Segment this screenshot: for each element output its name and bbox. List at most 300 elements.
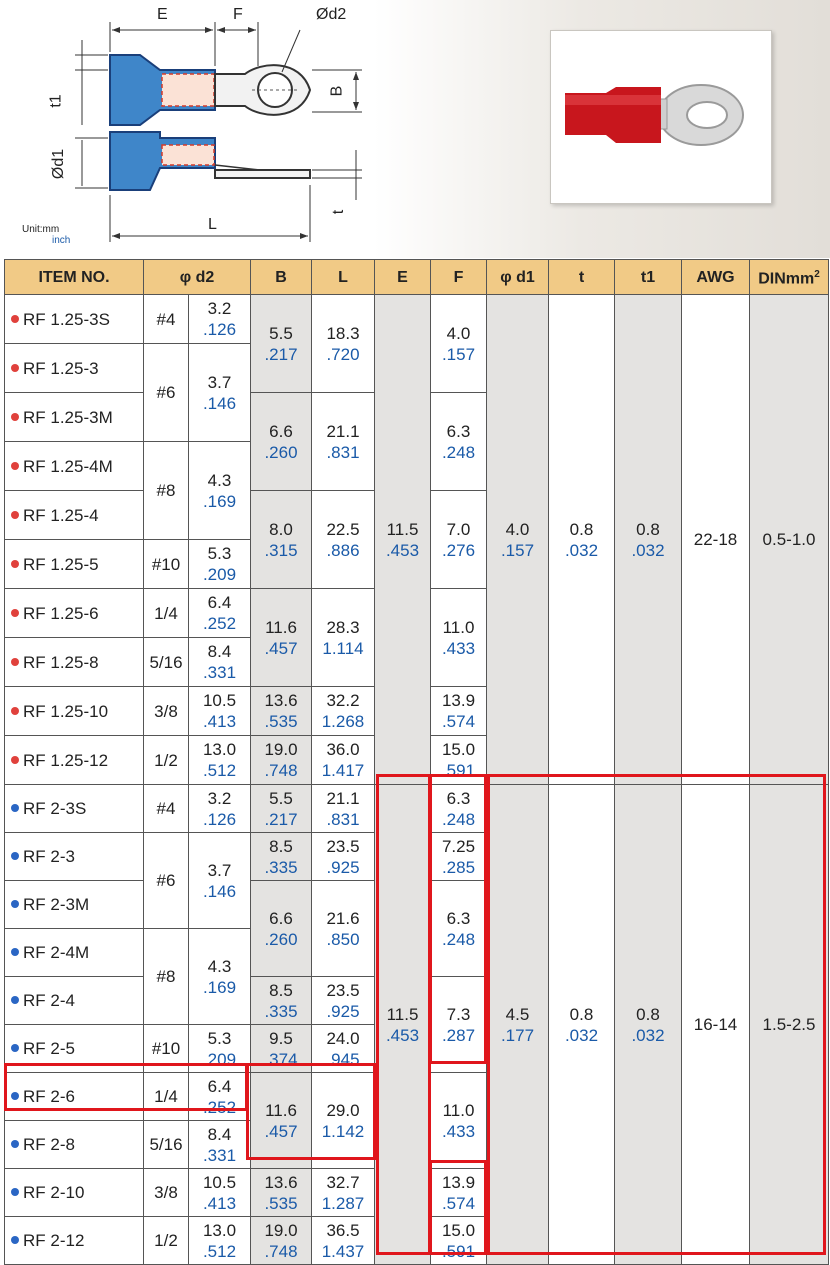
b-cell [251,589,312,687]
mm-value: 32.2 [326,691,360,710]
mm-value: 19.0 [264,740,298,759]
b-cell [251,881,312,977]
mm-value: 11.6 [265,1100,297,1120]
item-label: RF 1.25-5 [23,554,99,574]
f-cell [431,393,487,491]
inch-value: .209 [202,565,237,584]
d2-cell [189,638,251,687]
item-cell [5,540,144,589]
mm-value: 3.7 [207,372,232,392]
mm-value: 6.3 [446,421,471,441]
col-header-t: t [549,260,615,295]
mm-value: 5.3 [207,544,232,563]
l-cell [312,785,375,833]
item-label: RF 1.25-10 [23,701,109,721]
mm-value: 0.8 [636,1004,660,1024]
inch-value: .217 [264,809,298,829]
stud-cell: 5/16 [144,1121,189,1169]
f-cell [431,295,487,393]
d2-cell [189,736,251,785]
mm-value: 10.5 [202,691,237,710]
mm-value: 5.3 [207,1028,232,1048]
b-cell [251,1217,312,1265]
inch-value: .945 [326,1049,360,1069]
b-cell [251,1169,312,1217]
mm-value: 3.2 [207,788,232,808]
l-cell [312,1073,375,1169]
l-cell [312,736,375,785]
item-cell [5,881,144,929]
mm-value: 29.0 [326,1100,360,1120]
inch-value: .748 [264,761,298,780]
mm-value: 5.5 [269,788,293,808]
inch-value: .720 [326,344,360,364]
b-cell [251,687,312,736]
mm-value: 13.6 [264,1172,298,1192]
mm-value: 13.9 [441,1172,476,1192]
b-cell [251,295,312,393]
b-cell [251,736,312,785]
blue-dot-icon [11,852,19,860]
stud-cell: #4 [144,785,189,833]
inch-value: 1.142 [321,1121,365,1141]
inch-value: .032 [631,1025,665,1045]
mm-value: 11.0 [442,617,475,637]
mm-value: 6.4 [207,1076,232,1096]
f-cell [431,736,487,785]
e-cell [375,295,431,785]
mm-value: 36.0 [326,740,360,759]
mm-value: 3.2 [207,299,232,318]
inch-value: .433 [441,638,476,658]
mm-value: 23.5 [326,836,360,856]
inch-value: .591 [441,1241,476,1261]
d2-cell [189,687,251,736]
l-cell [312,589,375,687]
mm-value: 23.5 [326,980,360,1000]
mm-value: 6.3 [446,908,471,928]
stud-cell: 1/4 [144,1073,189,1121]
b-cell [251,393,312,491]
blue-dot-icon [11,1140,19,1148]
d2-cell [189,344,251,442]
inch-value: .169 [202,977,237,997]
din-cell: 1.5-2.5 [750,785,829,1265]
mm-value: 13.0 [202,740,237,759]
inch-value: .335 [264,857,298,877]
inch-value: .252 [202,614,237,633]
dim-label-d2: Ød2 [316,6,347,23]
mm-value: 7.0 [446,519,471,539]
f-cell [431,833,487,881]
l-cell [312,295,375,393]
e-cell [375,785,431,1265]
d2-cell [189,1121,251,1169]
blue-dot-icon [11,1236,19,1244]
item-label: RF 2-3S [23,799,87,818]
col-header-din [750,260,829,295]
mm-value: 13.0 [202,1220,237,1240]
mm-value: 6.6 [269,421,293,441]
item-label: RF 1.25-3S [23,309,110,329]
inch-value: .512 [202,761,237,780]
inch-value: .453 [385,540,420,560]
inch-value: .886 [326,540,360,560]
blue-dot-icon [11,948,19,956]
item-cell [5,442,144,491]
mm-value: 0.8 [636,519,660,539]
table-row [5,295,829,344]
col-header-t1: t1 [615,260,682,295]
inch-value: .285 [441,857,476,877]
l-cell [312,881,375,977]
item-cell [5,1217,144,1265]
inch-value: 1.268 [321,712,365,731]
t1-cell [615,295,682,785]
item-label: RF 1.25-3M [23,407,113,427]
l-cell [312,1169,375,1217]
mm-value: 4.0 [505,519,530,539]
item-label: RF 1.25-6 [23,603,99,623]
mm-value: 18.3 [326,323,360,343]
d2-cell [189,1217,251,1265]
inch-value: .248 [441,929,476,949]
inch-value: .287 [441,1025,476,1045]
inch-value: .512 [202,1241,237,1261]
l-cell [312,977,375,1025]
item-label: RF 2-5 [23,1039,75,1058]
inch-value: .157 [441,344,476,364]
mm-value: 13.6 [264,691,298,710]
inch-value: .574 [441,712,476,731]
dim-label-f: F [233,6,243,23]
inch-value: .850 [326,929,360,949]
t-cell [549,785,615,1265]
stud-cell: #10 [144,1025,189,1073]
item-cell [5,1121,144,1169]
f-cell [431,1073,487,1169]
mm-value: 11.6 [265,617,297,637]
stud-cell: 1/2 [144,1217,189,1265]
mm-value: 4.0 [446,323,471,343]
spec-table [4,259,829,1265]
blue-dot-icon [11,1188,19,1196]
item-label: RF 1.25-4M [23,456,113,476]
inch-value: .217 [264,344,298,364]
inch-value: .126 [202,809,237,829]
b-cell [251,785,312,833]
mm-value: 6.3 [446,788,471,808]
header-area [0,0,830,258]
mm-value: 0.8 [569,519,594,539]
d2-cell [189,1073,251,1121]
item-label: RF 2-12 [23,1231,85,1250]
item-label: RF 2-3 [23,847,75,866]
d2-cell [189,785,251,833]
inch-value: .413 [202,712,237,731]
product-photo [550,30,772,204]
red-dot-icon [11,462,19,470]
stud-cell: #10 [144,540,189,589]
unit-inch-label: inch [52,235,71,246]
stud-cell: 1/4 [144,589,189,638]
mm-value: 21.6 [326,908,360,928]
blue-dot-icon [11,804,19,812]
mm-value: 9.5 [269,1028,293,1048]
item-label: RF 2-4M [23,943,90,962]
inch-value: .248 [441,442,476,462]
blue-dot-icon [11,1044,19,1052]
mm-value: 10.5 [202,1172,237,1192]
stud-cell: #8 [144,929,189,1025]
inch-value: .331 [202,663,237,682]
item-cell [5,491,144,540]
item-cell [5,833,144,881]
table-row [5,785,829,833]
f-cell [431,1217,487,1265]
item-label: RF 2-4 [23,991,75,1010]
inch-value: .126 [202,320,237,339]
inch-value: .457 [264,1121,298,1141]
inch-value: .252 [202,1097,237,1117]
d2-cell [189,442,251,540]
awg-cell: 16-14 [682,785,750,1265]
blue-dot-icon [11,900,19,908]
blue-dot-icon [11,996,19,1004]
inch-value: .177 [500,1025,535,1045]
blue-dot-icon [11,1092,19,1100]
item-cell [5,393,144,442]
inch-value: .831 [326,442,360,462]
b-cell [251,1025,312,1073]
inch-value: .413 [202,1193,237,1213]
d1-cell [487,785,549,1265]
d1-cell [487,295,549,785]
mm-value: 36.5 [326,1220,360,1240]
d2-cell [189,1025,251,1073]
dim-label-d1: Ød1 [50,148,68,180]
col-header-b: B [251,260,312,295]
inch-value: .457 [264,638,298,658]
red-dot-icon [11,658,19,666]
f-cell [431,977,487,1073]
inch-value: .032 [564,1025,599,1045]
col-header-d1: φ d1 [487,260,549,295]
unit-mm-label: Unit:mm [22,224,60,235]
red-dot-icon [11,756,19,764]
mm-value: 0.8 [569,1004,594,1024]
inch-value: 1.287 [321,1193,365,1213]
mm-value: 6.6 [269,908,293,928]
item-label: RF 2-10 [23,1183,85,1202]
b-cell [251,1073,312,1169]
d2-cell [189,833,251,929]
l-cell [312,393,375,491]
stud-cell: #6 [144,344,189,442]
l-cell [312,687,375,736]
mm-value: 5.5 [269,323,293,343]
inch-value: .831 [326,809,360,829]
mm-value: 15.0 [441,1220,476,1240]
inch-value: .591 [441,761,476,780]
mm-value: 8.0 [269,519,293,539]
mm-value: 11.0 [442,1100,475,1120]
mm-value: 21.1 [326,421,360,441]
d2-cell [189,589,251,638]
ring-terminal-image [551,31,771,203]
inch-value: 1.114 [322,638,364,658]
dim-label-t: t [330,209,348,215]
dim-label-t1: t1 [47,94,65,108]
inch-value: .209 [202,1049,237,1069]
mm-value: 8.4 [207,642,232,661]
stud-cell: #4 [144,295,189,344]
col-header-item: ITEM NO. [5,260,144,295]
item-label: RF 2-8 [23,1135,75,1154]
inch-value: .169 [202,491,237,511]
col-header-d2: φ d2 [144,260,251,295]
red-dot-icon [11,315,19,323]
inch-value: .748 [264,1241,298,1261]
stud-cell: #8 [144,442,189,540]
item-cell [5,589,144,638]
stud-cell: 5/16 [144,638,189,687]
red-dot-icon [11,511,19,519]
mm-value: 32.7 [326,1172,360,1192]
mm-value: 24.0 [326,1028,360,1048]
col-header-e: E [375,260,431,295]
item-label: RF 2-6 [23,1087,75,1106]
mm-value: 11.5 [386,519,419,539]
mm-value: 6.4 [207,593,232,612]
item-cell [5,736,144,785]
f-cell [431,785,487,833]
mm-value: 4.5 [505,1004,530,1024]
mm-value: 8.5 [269,980,293,1000]
red-dot-icon [11,413,19,421]
mm-value: 8.4 [207,1124,232,1144]
inch-value: .146 [202,881,237,901]
item-cell [5,977,144,1025]
din-label: DINmm [758,270,815,288]
inch-value: .574 [441,1193,476,1213]
b-cell [251,977,312,1025]
item-label: RF 1.25-4 [23,505,99,525]
l-cell [312,1025,375,1073]
inch-value: .157 [500,540,535,560]
inch-value: .535 [264,1193,298,1213]
stud-cell: 1/2 [144,736,189,785]
item-cell [5,1169,144,1217]
inch-value: 1.437 [321,1241,365,1261]
item-label: RF 1.25-8 [23,652,99,672]
inch-value: .374 [264,1049,298,1069]
d2-cell [189,540,251,589]
inch-value: .925 [326,857,360,877]
red-dot-icon [11,707,19,715]
t-cell [549,295,615,785]
inch-value: .032 [631,540,665,560]
mm-value: 7.3 [446,1004,471,1024]
f-cell [431,491,487,589]
l-cell [312,833,375,881]
f-cell [431,1169,487,1217]
l-cell [312,1217,375,1265]
inch-value: .248 [441,809,476,829]
mm-value: 11.5 [386,1004,419,1024]
f-cell [431,589,487,687]
dim-label-l: L [208,216,217,233]
b-cell [251,491,312,589]
table-header-row [5,260,829,295]
item-cell [5,1025,144,1073]
din-sup: 2 [814,269,820,281]
item-cell [5,295,144,344]
inch-value: .315 [264,540,298,560]
inch-value: .146 [202,393,237,413]
inch-value: .925 [326,1001,360,1021]
d2-cell [189,1169,251,1217]
inch-value: .433 [441,1121,476,1141]
inch-value: .260 [264,929,298,949]
item-cell [5,785,144,833]
item-cell [5,344,144,393]
t1-cell [615,785,682,1265]
inch-value: 1.417 [321,761,365,780]
mm-value: 15.0 [441,740,476,759]
item-cell [5,929,144,977]
inch-value: .331 [202,1145,237,1165]
terminal-dimension-diagram [0,0,420,258]
stud-cell: #6 [144,833,189,929]
awg-cell: 22-18 [682,295,750,785]
unit-note [22,224,70,246]
inch-value: .260 [264,442,298,462]
mm-value: 28.3 [326,617,360,637]
inch-value: .276 [441,540,476,560]
red-dot-icon [11,364,19,372]
mm-value: 7.25 [441,836,476,856]
mm-value: 19.0 [264,1220,298,1240]
f-cell [431,687,487,736]
col-header-awg: AWG [682,260,750,295]
mm-value: 21.1 [326,788,360,808]
inch-value: .032 [564,540,599,560]
mm-value: 4.3 [207,470,232,490]
l-cell [312,491,375,589]
inch-value: .535 [264,712,298,731]
red-dot-icon [11,560,19,568]
item-label: RF 1.25-3 [23,358,99,378]
red-dot-icon [11,609,19,617]
mm-value: 8.5 [269,836,293,856]
mm-value: 4.3 [207,956,232,976]
mm-value: 22.5 [326,519,360,539]
d2-cell [189,295,251,344]
col-header-l: L [312,260,375,295]
item-cell [5,638,144,687]
d2-cell [189,929,251,1025]
stud-cell: 3/8 [144,1169,189,1217]
stud-cell: 3/8 [144,687,189,736]
b-cell [251,833,312,881]
mm-value: 13.9 [441,691,476,710]
inch-value: .335 [264,1001,298,1021]
inch-value: .453 [385,1025,420,1045]
dim-label-e: E [157,6,168,23]
item-cell [5,1073,144,1121]
item-label: RF 2-3M [23,895,90,914]
